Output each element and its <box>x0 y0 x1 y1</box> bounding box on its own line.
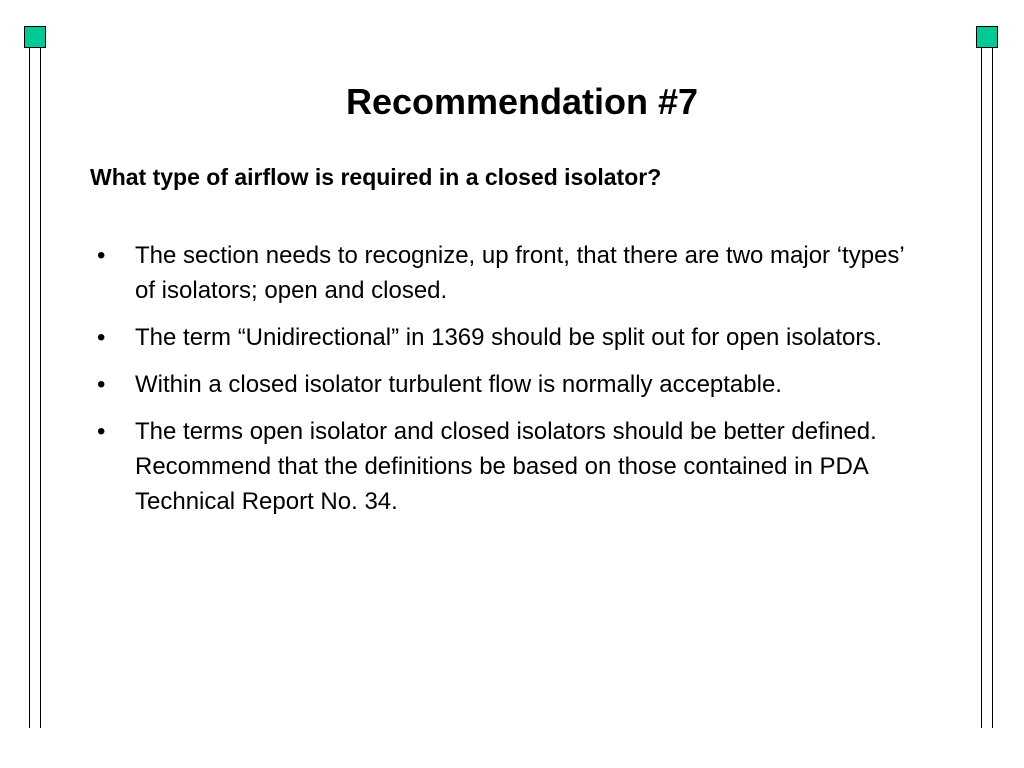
bullet-list <box>90 238 920 531</box>
left-rail-line <box>29 47 30 728</box>
bullet-marker: • <box>97 371 106 398</box>
bullet-text: Within a closed isolator turbulent flow is normally acceptable. <box>135 371 782 398</box>
slide-title: Recommendation #7 <box>345 81 699 122</box>
bullet-text: The section needs to recognize, up front, that there are two major ‘types’ of isolators; open and closed. <box>135 242 904 304</box>
bullet-item <box>90 320 920 355</box>
bullet-text: The term “Unidirectional” in 1369 should be split out for open isolators. <box>135 324 883 351</box>
right-teal-square <box>976 26 998 48</box>
right-rail-line <box>981 47 982 728</box>
bullet-item <box>90 414 920 519</box>
bullet-text: The terms open isolator and closed isolators should be better defined. Recommend that the definitions be based on those contained in PDA Technical Report No. 34. <box>135 418 877 515</box>
slide-question: What type of airflow is required in a closed isolator? <box>90 164 662 190</box>
bullet-marker: • <box>97 324 106 351</box>
left-decorative-rail <box>24 26 46 728</box>
bullet-marker: • <box>97 418 106 445</box>
bullet-item <box>90 238 920 308</box>
bullet-marker: • <box>97 242 106 269</box>
right-rail-line <box>992 47 993 728</box>
left-rail-line <box>40 47 41 728</box>
right-decorative-rail <box>976 26 998 728</box>
bullet-item <box>90 367 920 402</box>
left-teal-square <box>24 26 46 48</box>
